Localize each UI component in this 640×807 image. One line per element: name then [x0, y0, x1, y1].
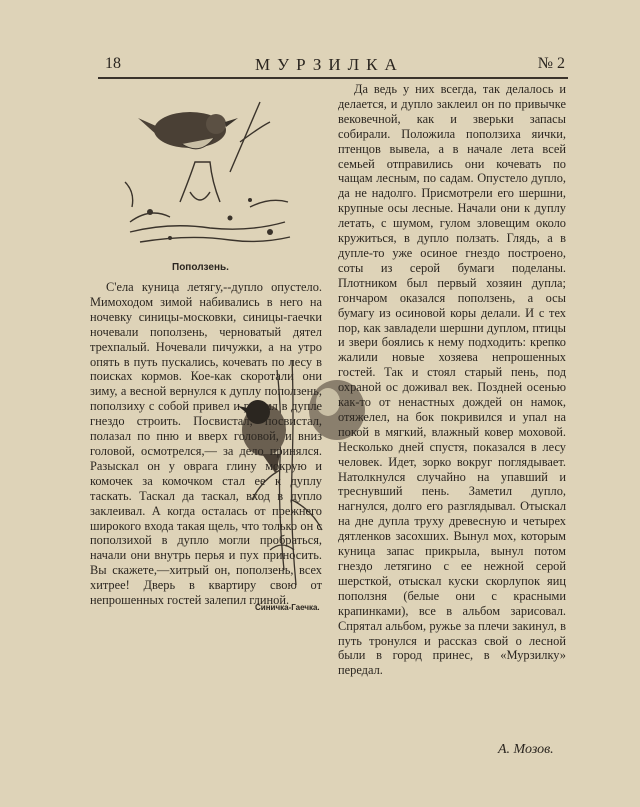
header-rule	[98, 77, 568, 79]
nuthatch-caption: Поползень.	[172, 262, 229, 273]
issue-number: № 2	[537, 55, 565, 72]
page-number: 18	[105, 55, 121, 72]
magazine-title: МУРЗИЛКА	[255, 55, 404, 74]
right-column-text	[338, 82, 566, 722]
author-signature: А. Мозов.	[498, 742, 554, 757]
page-header	[105, 55, 565, 77]
tit-caption: Синичка-Гаечка.	[255, 603, 320, 612]
left-column-text	[90, 280, 322, 732]
nuthatch-illustration	[110, 82, 310, 254]
right-column-paragraph: Да ведь у них всегда, так делалось и делается, и дупло заклеил он по привычке вековечной, как и зверьки запасы собирали. Положила поползиха яички, птенцов вывела, а в начале лета всей семьей отправились они кочевать по чащам лесным, по садам. Опустело дупло, да не надолго. Присмотрели его шершни, крупные осы лесные. Начали они к дуплу летать, с шумом, гулом зловещим около кружиться, в дупло ползать. Глядь, а в дупле-то уже осиное гнездо построено, соты из серой бумаги поделаны. Плотником был первый хозяин дупла; гончаром оказался поползень, а осы бумагу из осиновой коры делали. И с тех пор, как завладели шершни дуплом, птицы и звери боялись к нему подходить: крепко жалили новые хозяева непрошенных гостей. Так и стоял старый пень, под охраной ос доживал век. Поздней осенью как-то от ненастных дождей он намок, отяжелел, на бок покривился и упал на покой в мягкий, влажный ковер моховой. Несколько дней спустя, показался в лесу человек. Идет, зорко вокруг поглядывает. Натолкнулся случайно на упавший и треснувший пень. Заметил дупло, нагнулся, долго его разглядывал. Отыскал на дне дупла труху древесную и четырех дятленков засохших. Вынул мох, которым куница запас прикрыла, вынул потом гнездо летягино с ее нежной серой шерсткой, отыскал куски скорлупок яиц поползня (белые они с красными крапинками), все в альбом зарисовал. Спрятал альбом, ружье за плечи закинул, в путь тронулся и рассказ свой о лесной были в город принес, в «Мурзилку» передал.	[338, 82, 566, 678]
left-column-paragraph: С'ела куница летягу,--дупло опустело. Мимоходом зимой набивались в него на ночевку синицы-московки, синицы-гаечки ночевали поползень, черноватый дятел трехпалый. Ночевали пичужки, а на утро опять в путь пускались, кочевать по лесу в поисках кормов. Кое-как скоротали они зиму, а весной вернулся к дуплу поползень, поползиху с собой привел и решил в дупле гнездо строить. Посвистал, посвистал, полазал по пню и вверх головой, и вниз головой, осмотрелся,— за дело принялся. Разыскал он у оврага глину мокрую и комочек за комочком стал ее к дуплу таскать. Таскал да таскал, вход в дупло заклеивал. А когда осталась от прежнего широкого входа такая щель, что только он с поползихой в дупло могли пробраться, начали они внутрь перья и пух приносить. Вы скажете,—хитрый он, поползень, всех хитрее! Дверь в квартиру свою от непрошенных гостей залепил глиной.	[90, 280, 322, 608]
